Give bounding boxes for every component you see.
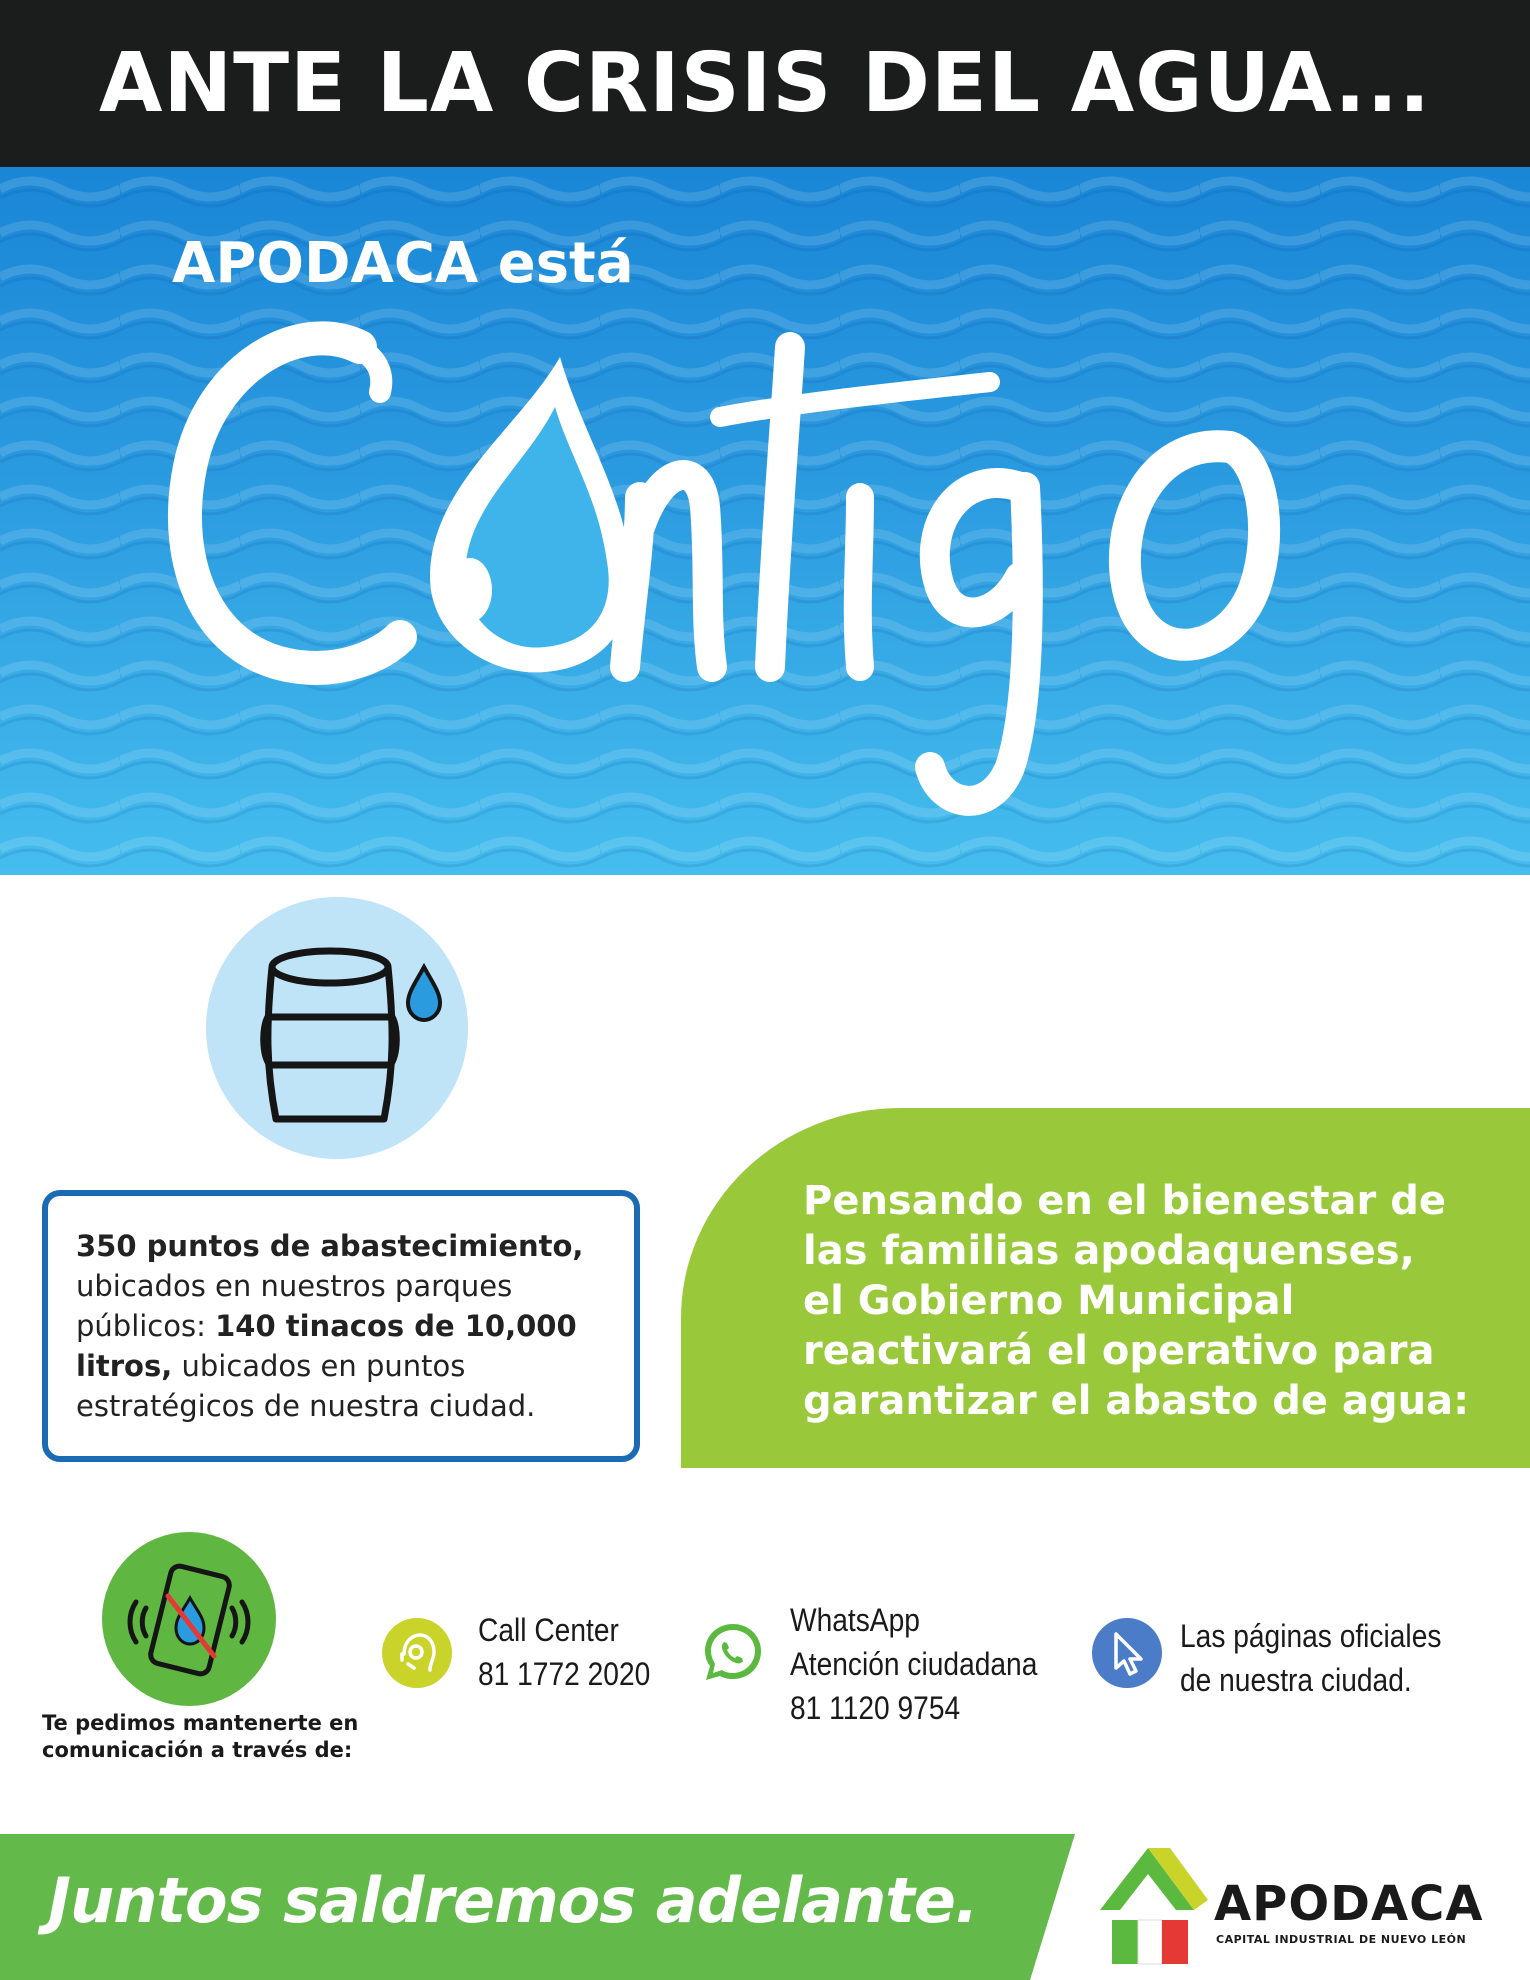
logo-name: APODACA xyxy=(1214,1876,1484,1932)
web-line[interactable]: Las páginas oficiales xyxy=(1180,1618,1442,1654)
supply-parks-text: ubicados en nuestros parques públicos: xyxy=(76,1269,513,1343)
tanks-location-text: ubicados en puntos estratégicos de nuestra ciudad. xyxy=(76,1349,536,1423)
cursor-icon xyxy=(1092,1618,1162,1688)
web-line: de nuestra ciudad. xyxy=(1180,1662,1412,1698)
statement-line: garantizar el abasto de agua: xyxy=(803,1378,1470,1424)
statement-line: las familias apodaquenses, xyxy=(803,1228,1415,1274)
statement-line: Pensando en el bienestar de xyxy=(803,1178,1446,1224)
call-center-number[interactable]: 81 1772 2020 xyxy=(478,1656,651,1692)
phone-circle xyxy=(102,1532,276,1706)
supply-info-box xyxy=(42,1190,640,1462)
government-statement xyxy=(681,1108,1530,1468)
page-title: ANTE LA CRISIS DEL AGUA... xyxy=(99,36,1431,131)
whatsapp-number[interactable]: 81 1120 9754 xyxy=(790,1690,961,1726)
whatsapp-info xyxy=(790,1598,1037,1730)
footer-slogan: Juntos saldremos adelante. xyxy=(48,1864,978,1937)
whatsapp-icon-bg[interactable] xyxy=(698,1618,768,1688)
caption-line: Te pedimos mantenerte en xyxy=(42,1711,359,1735)
water-barrel-icon xyxy=(206,897,468,1159)
supply-points-count: 350 puntos de abastecimiento, xyxy=(76,1229,584,1263)
call-center-icon-bg[interactable] xyxy=(382,1618,452,1688)
contigo-script xyxy=(0,167,1530,875)
headset-icon xyxy=(382,1618,452,1688)
contact-caption xyxy=(42,1710,382,1764)
statement-line: reactivará el operativo para xyxy=(803,1328,1435,1374)
call-center-label: Call Center xyxy=(478,1612,619,1648)
caption-line: comunicación a través de: xyxy=(42,1738,353,1762)
header-banner xyxy=(0,0,1530,167)
whatsapp-icon xyxy=(698,1618,768,1688)
hero-subtitle: APODACA está xyxy=(172,231,634,296)
whatsapp-sublabel: Atención ciudadana xyxy=(790,1646,1038,1682)
statement-line: el Gobierno Municipal xyxy=(803,1278,1295,1324)
supply-info-text xyxy=(76,1226,606,1426)
phone-no-water-icon xyxy=(102,1532,276,1706)
web-icon-bg[interactable] xyxy=(1092,1618,1162,1688)
tanks-count: 140 tinacos de 10,000 litros, xyxy=(76,1309,577,1383)
apodaca-logo-icon xyxy=(1090,1840,1208,1970)
logo-tagline: CAPITAL INDUSTRIAL DE NUEVO LEÓN xyxy=(1216,1933,1467,1946)
web-info xyxy=(1180,1614,1441,1702)
whatsapp-label: WhatsApp xyxy=(790,1602,920,1638)
call-center-info xyxy=(478,1608,650,1696)
barrel-circle xyxy=(206,897,468,1159)
water-hero xyxy=(0,167,1530,875)
